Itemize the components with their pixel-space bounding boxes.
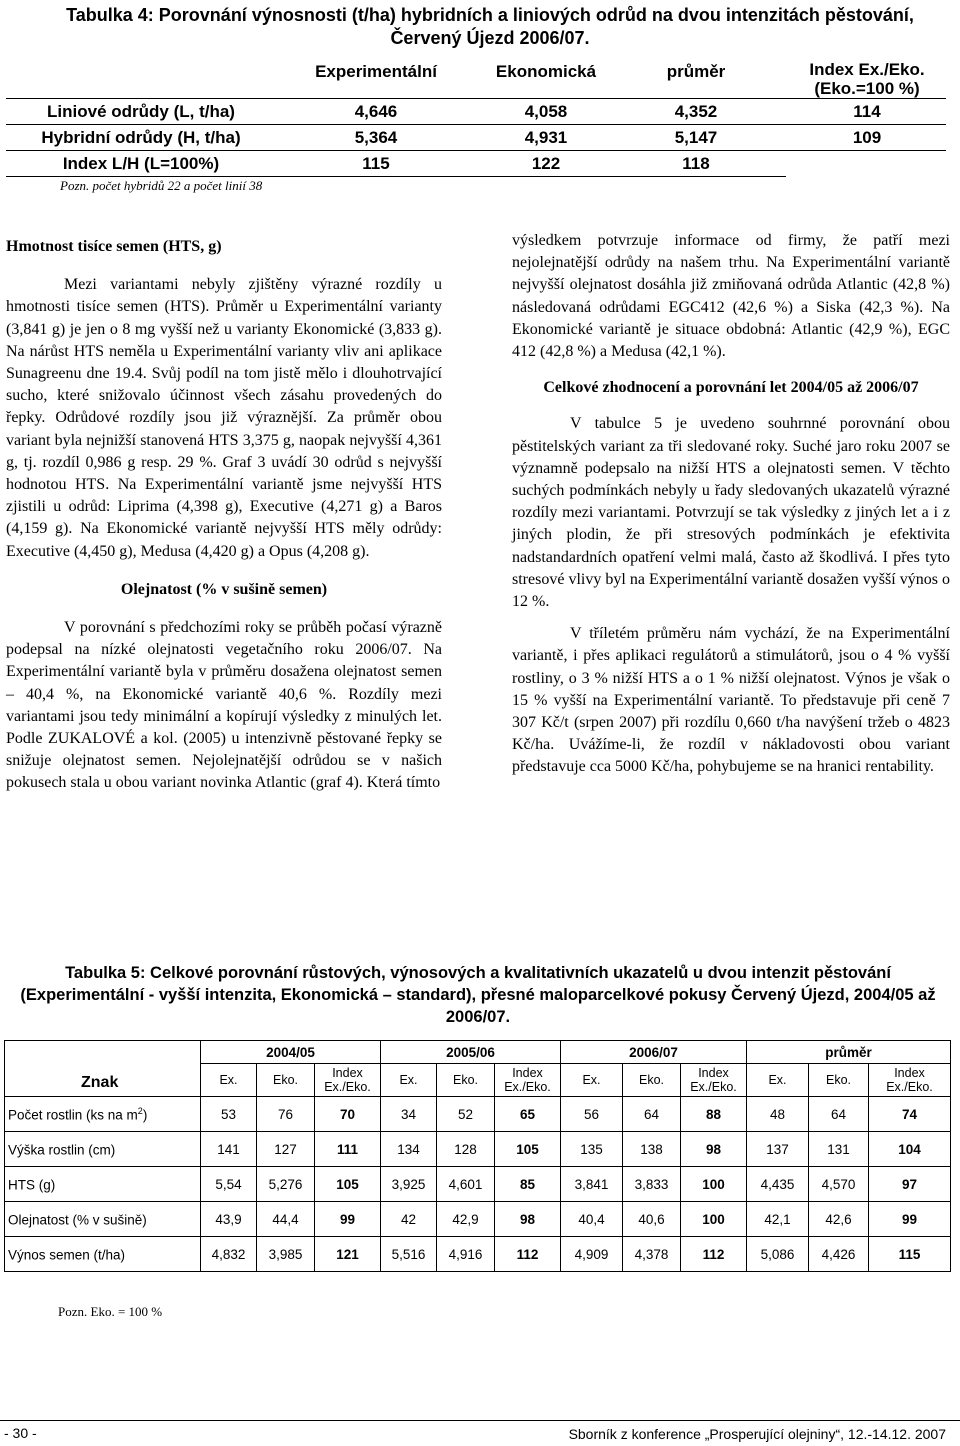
table5-cell: 98	[681, 1132, 747, 1167]
row-label-text: Počet rostlin (ks na m	[8, 1107, 138, 1123]
table4-header-row	[6, 60, 946, 98]
hts-paragraph: Mezi variantami nebyly zjištěny výrazné rozdíly u hmotnosti tisíce semen (HTS). Průměr u Experimentální varianty (3,841 g) je jen o 8 mg vyšší než u varianty Ekonomické (3,833 g). Na nárůst HTS neměla u Experimentální varianty vliv ani aplikace Sunagreenu dne 19.4. Svůj podíl na tom jistě mělo i dlouhotrvající sucho, které snižovalo účinnost všech zásahu provedených do řepky. Odrůdové rozdíly jsou již výraznější. Za průměr obou variant byla nejnižší stanovená HTS 3,375 g, naopak nejvyšší 4,361 g, tj. rozdíl 0,986 g resp. 29 %. Graf 3 uvádí 30 odrůd s nejvyšší hodnotou HTS. Na Experimentální variantě jsme nejvyšší HTS zjistili u odrůd: Liprima (4,398 g), Executive (4,271 g) a Baros (4,159 g). Na Ekonomické variantě nejvyšší HTS měly odrůdy: Executive (4,450 g), Medusa (4,420 g) a Opus (4,208 g).	[6, 276, 442, 560]
table5-row-label	[5, 1167, 201, 1202]
table-row	[5, 1202, 951, 1237]
table5-sub-header: Index Ex./Eko.	[681, 1064, 747, 1097]
table5-cell: 99	[869, 1202, 951, 1237]
table4-cell: 4,931	[524, 128, 568, 147]
table4-row	[6, 154, 946, 178]
table4-cell: 115	[362, 154, 390, 173]
table5-cell: 44,4	[257, 1202, 315, 1237]
row-label-text: HTS (g)	[8, 1177, 56, 1193]
table5-cell: 128	[437, 1132, 495, 1167]
table5-sub-header: Eko.	[809, 1064, 869, 1097]
evaluation-paragraph-1: V tabulce 5 je uvedeno souhrnné porovnání obou pěstitelských variant za tři sledované roky. Suché jaro roku 2007 se významně podepsalo na nižší HTS a olejnatosti semen. V těchto suchých podmínkách nebyly u řady sledovaných ukazatelů výrazné rozdíly mezi variantami. Potvrzují se tak výsledky z jiných let a i z jiných plodin, že při stresových podmínkách je efektivita nadstandardních opatření velmi malá, často až škodlivá. I přes tyto stresové vlivy byl na Experimentální variantě dosažen vyšší výnos o 12 %.	[512, 415, 950, 611]
table5-cell: 5,516	[381, 1237, 437, 1272]
table5-sub-header: Eko.	[437, 1064, 495, 1097]
evaluation-heading: Celkové zhodnocení a porovnání let 2004/05 až 2006/07	[543, 379, 919, 397]
table4-header-exp: Experimentální	[315, 62, 437, 81]
table4-cell: 118	[682, 154, 710, 173]
table5-cell: 3,985	[257, 1237, 315, 1272]
table5-cell: 4,570	[809, 1167, 869, 1202]
right-column	[512, 230, 950, 779]
table5-row-header: Znak	[5, 1041, 201, 1097]
table5-cell: 138	[623, 1132, 681, 1167]
table5-cell: 112	[495, 1237, 561, 1272]
table5-cell: 64	[809, 1097, 869, 1132]
table5-cell: 48	[747, 1097, 809, 1132]
table4-row-label: Hybridní odrůdy (H, t/ha)	[41, 128, 241, 147]
table5-cell: 42,9	[437, 1202, 495, 1237]
table5-cell: 53	[201, 1097, 257, 1132]
table5-year: 2004/05	[201, 1041, 381, 1064]
table5-cell: 40,4	[561, 1202, 623, 1237]
table4-divider	[6, 98, 946, 99]
table5-cell: 105	[315, 1167, 381, 1202]
table5-sub-header: Ex.	[381, 1064, 437, 1097]
table5-cell: 4,426	[809, 1237, 869, 1272]
table5-row-label	[5, 1132, 201, 1167]
table-row	[5, 1167, 951, 1202]
row-label-text: Výška rostlin (cm)	[8, 1142, 116, 1158]
table4-row	[6, 102, 946, 126]
table4-note: Pozn. počet hybridů 22 a počet linií 38	[60, 178, 263, 193]
table5-cell: 131	[809, 1132, 869, 1167]
table4-cell: 5,364	[354, 128, 398, 147]
table5-cell: 4,909	[561, 1237, 623, 1272]
table5-cell: 64	[623, 1097, 681, 1132]
table5-cell: 42	[381, 1202, 437, 1237]
table4-header-avg: průměr	[666, 62, 726, 81]
table5-cell: 111	[315, 1132, 381, 1167]
table5-cell: 56	[561, 1097, 623, 1132]
footer-source: Sborník z konference „Prosperující olejniny“, 12.-14.12. 2007	[568, 1426, 946, 1442]
table4-cell: 4,352	[674, 102, 718, 121]
table5-cell: 76	[257, 1097, 315, 1132]
left-column	[6, 236, 442, 795]
table4-cell: 109	[852, 128, 882, 147]
table5-sub-header: Ex.	[747, 1064, 809, 1097]
table-row	[5, 1237, 951, 1272]
table4-cell: 122	[531, 154, 561, 173]
table5-cell: 5,086	[747, 1237, 809, 1272]
table4-row-label: Index L/H (L=100%)	[62, 154, 220, 173]
table5-cell: 42,1	[747, 1202, 809, 1237]
table5-cell: 112	[681, 1237, 747, 1272]
table5-cell: 137	[747, 1132, 809, 1167]
table4-cell: 5,147	[674, 128, 718, 147]
table5-cell: 43,9	[201, 1202, 257, 1237]
table5-cell: 97	[869, 1167, 951, 1202]
table5-cell: 127	[257, 1132, 315, 1167]
table5-cell: 98	[495, 1202, 561, 1237]
table5-sub-header: Eko.	[623, 1064, 681, 1097]
table5-cell: 4,601	[437, 1167, 495, 1202]
table5-cell: 3,833	[623, 1167, 681, 1202]
table5-cell: 3,841	[561, 1167, 623, 1202]
table4-divider	[6, 124, 946, 125]
table5-cell: 99	[315, 1202, 381, 1237]
row-label-suffix: )	[142, 1107, 148, 1123]
table5-cell: 134	[381, 1132, 437, 1167]
table-row	[5, 1097, 951, 1132]
table5-year: průměr	[747, 1041, 951, 1064]
table5-row-label	[5, 1202, 201, 1237]
table-row	[5, 1132, 951, 1167]
table4-cell: 114	[853, 102, 881, 121]
table5-caption: Tabulka 5: Celkové porovnání růstových, výnosových a kvalitativních ukazatelů u dvou intenzit pěstování (Experimentální - vyšší intenzita, Ekonomická – standard), přesné maloparcelkové pokusy Červený Újezd, 2004/05 až 2006/07.	[20, 964, 936, 1026]
table5-cell: 34	[381, 1097, 437, 1132]
table5-cell: 4,832	[201, 1237, 257, 1272]
row-label-text: Výnos semen (t/ha)	[8, 1247, 126, 1263]
table5-cell: 5,54	[201, 1167, 257, 1202]
table5-year: 2006/07	[561, 1041, 747, 1064]
table4-caption: Tabulka 4: Porovnání výnosnosti (t/ha) hybridních a liniových odrůd na dvou intenzitách pěstování, Červený Újezd 2006/07.	[66, 5, 914, 48]
table5-sub-header: Ex.	[201, 1064, 257, 1097]
table5-cell: 65	[495, 1097, 561, 1132]
table5-cell: 105	[495, 1132, 561, 1167]
table5-row-label	[5, 1097, 201, 1132]
row-label-sup: 2	[137, 1105, 143, 1116]
oil-paragraph-continued: výsledkem potvrzuje informace od firmy, že patří mezi nejolejnatější odrůdy na našem trhu. Na Experimentální variantě nejvyšší olejnatost dosáhla již zmiňovaná odrůda Atlantic (42,8 %) následovaná odrůdami EGC412 (42,6 %) a Siska (42,3 %). Na Ekonomické variantě je situace obdobná: Atlantic (42,9 %), EGC 412 (42,8 %) a Medusa (42,1 %).	[512, 232, 950, 361]
table5-sub-header: Index Ex./Eko.	[869, 1064, 951, 1097]
table5-cell: 141	[201, 1132, 257, 1167]
table5-cell: 115	[869, 1237, 951, 1272]
footer-rule	[0, 1420, 960, 1421]
table5-cell: 4,916	[437, 1237, 495, 1272]
table5-cell: 104	[869, 1132, 951, 1167]
table5-cell: 4,378	[623, 1237, 681, 1272]
table5-cell: 88	[681, 1097, 747, 1132]
table5-cell: 121	[315, 1237, 381, 1272]
table5-cell: 3,925	[381, 1167, 437, 1202]
table4-divider	[6, 150, 946, 151]
page-number: - 30 -	[4, 1425, 37, 1441]
table5-sub-header: Index Ex./Eko.	[495, 1064, 561, 1097]
table5-cell: 100	[681, 1167, 747, 1202]
table5-cell: 135	[561, 1132, 623, 1167]
table4-row	[6, 128, 946, 152]
table5-cell: 100	[681, 1202, 747, 1237]
table4-cell: 4,646	[354, 102, 398, 121]
table4-header-eko: Ekonomická	[495, 62, 597, 81]
table5	[4, 1040, 951, 1272]
table5-cell: 52	[437, 1097, 495, 1132]
oil-heading: Olejnatost (% v sušině semen)	[120, 580, 328, 598]
table5-sub-header: Index Ex./Eko.	[315, 1064, 381, 1097]
table5-cell: 4,435	[747, 1167, 809, 1202]
row-label-text: Olejnatost (% v sušině)	[8, 1212, 147, 1228]
table5-sub-header: Ex.	[561, 1064, 623, 1097]
table4-cell: 4,058	[524, 102, 568, 121]
table4-row-label: Liniové odrůdy (L, t/ha)	[47, 102, 235, 121]
table5-cell: 42,6	[809, 1202, 869, 1237]
table5-cell: 85	[495, 1167, 561, 1202]
table4-divider	[6, 176, 786, 177]
oil-paragraph: V porovnání s předchozími roky se průběh počasí výrazně podepsal na nízké olejnatosti vegetačního roku 2006/07. Na Experimentální variantě byla v průměru dosažena olejnatost semen – 40,4 %, na Ekonomické variantě 40,6 %. Rozdíly mezi variantami jsou tedy minimální a kopírují výsledky z minulých let. Podle ZUKALOVÉ a kol. (2005) u intenzivně pěstované řepky se snižuje olejnatost semen. Nejolejnatější odrůdou se v našich pokusech stala u obou variant novinka Atlantic (graf 4). Která tímto	[6, 619, 442, 792]
table5-note: Pozn. Eko. = 100 %	[58, 1304, 163, 1319]
table5-sub-header: Eko.	[257, 1064, 315, 1097]
table5-cell: 40,6	[623, 1202, 681, 1237]
evaluation-paragraph-2: V tříletém průměru nám vychází, že na Experimentální variantě, i přes aplikaci regulátorů a stimulátorů, jsou o 4 % vyšší rostliny, o 3 % nižší HTS a o 1 % nižší olejnatost. Výnos je však o 15 % vyšší na Experimentální variantě. To představuje při ceně 7 307 Kč/t (srpen 2007) při rozdílu 0,660 t/ha navýšení tržeb o 4823 Kč/ha. Uvážíme-li, že rozdíl v nákladovosti obou variant představuje cca 5000 Kč/ha, pohybujeme se na hranici rentability.	[512, 625, 950, 776]
hts-heading: Hmotnost tisíce semen (HTS, g)	[6, 238, 222, 255]
table5-year: 2005/06	[381, 1041, 561, 1064]
table5-cell: 5,276	[257, 1167, 315, 1202]
table5-cell: 70	[315, 1097, 381, 1132]
table5-year-row	[5, 1041, 951, 1064]
table5-row-label	[5, 1237, 201, 1272]
table4-header-index: Index Ex./Eko. (Eko.=100 %)	[809, 60, 925, 98]
table5-cell: 74	[869, 1097, 951, 1132]
